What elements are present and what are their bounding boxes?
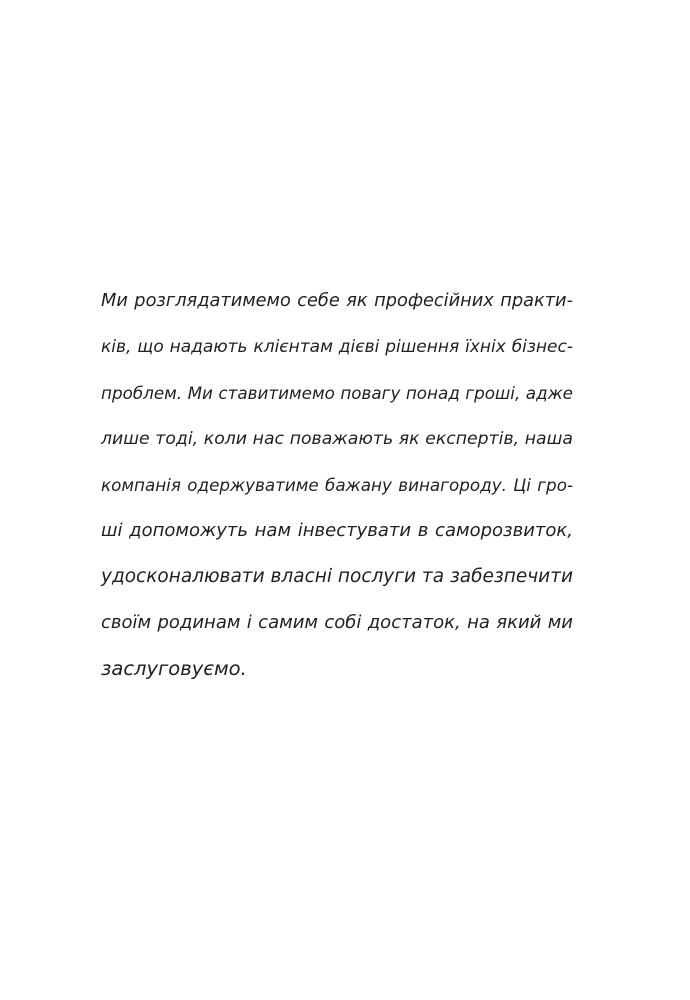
quote-line: Ми розглядатимемо себе як професійних практи-: [101, 291, 573, 311]
quote-line: удосконалювати власні послуги та забезпечити: [101, 566, 573, 587]
quote-line: заслуговуємо.: [101, 657, 247, 680]
quote-line: компанія одержуватиме бажану винагороду. Ці гро-: [101, 475, 573, 495]
quote-line: ші допоможуть нам інвестувати в саморозвиток,: [101, 520, 573, 541]
quote-paragraph: [101, 278, 573, 692]
quote-line: ків, що надають клієнтам дієві рішення їхніх бізнес-: [101, 337, 573, 357]
quote-line: проблем. Ми ставитимемо повагу понад гроші, адже: [101, 383, 573, 403]
quote-line: своїм родинам і самим собі достаток, на який ми: [101, 612, 573, 633]
quote-line: лише тоді, коли нас поважають як експертів, наша: [101, 429, 573, 449]
